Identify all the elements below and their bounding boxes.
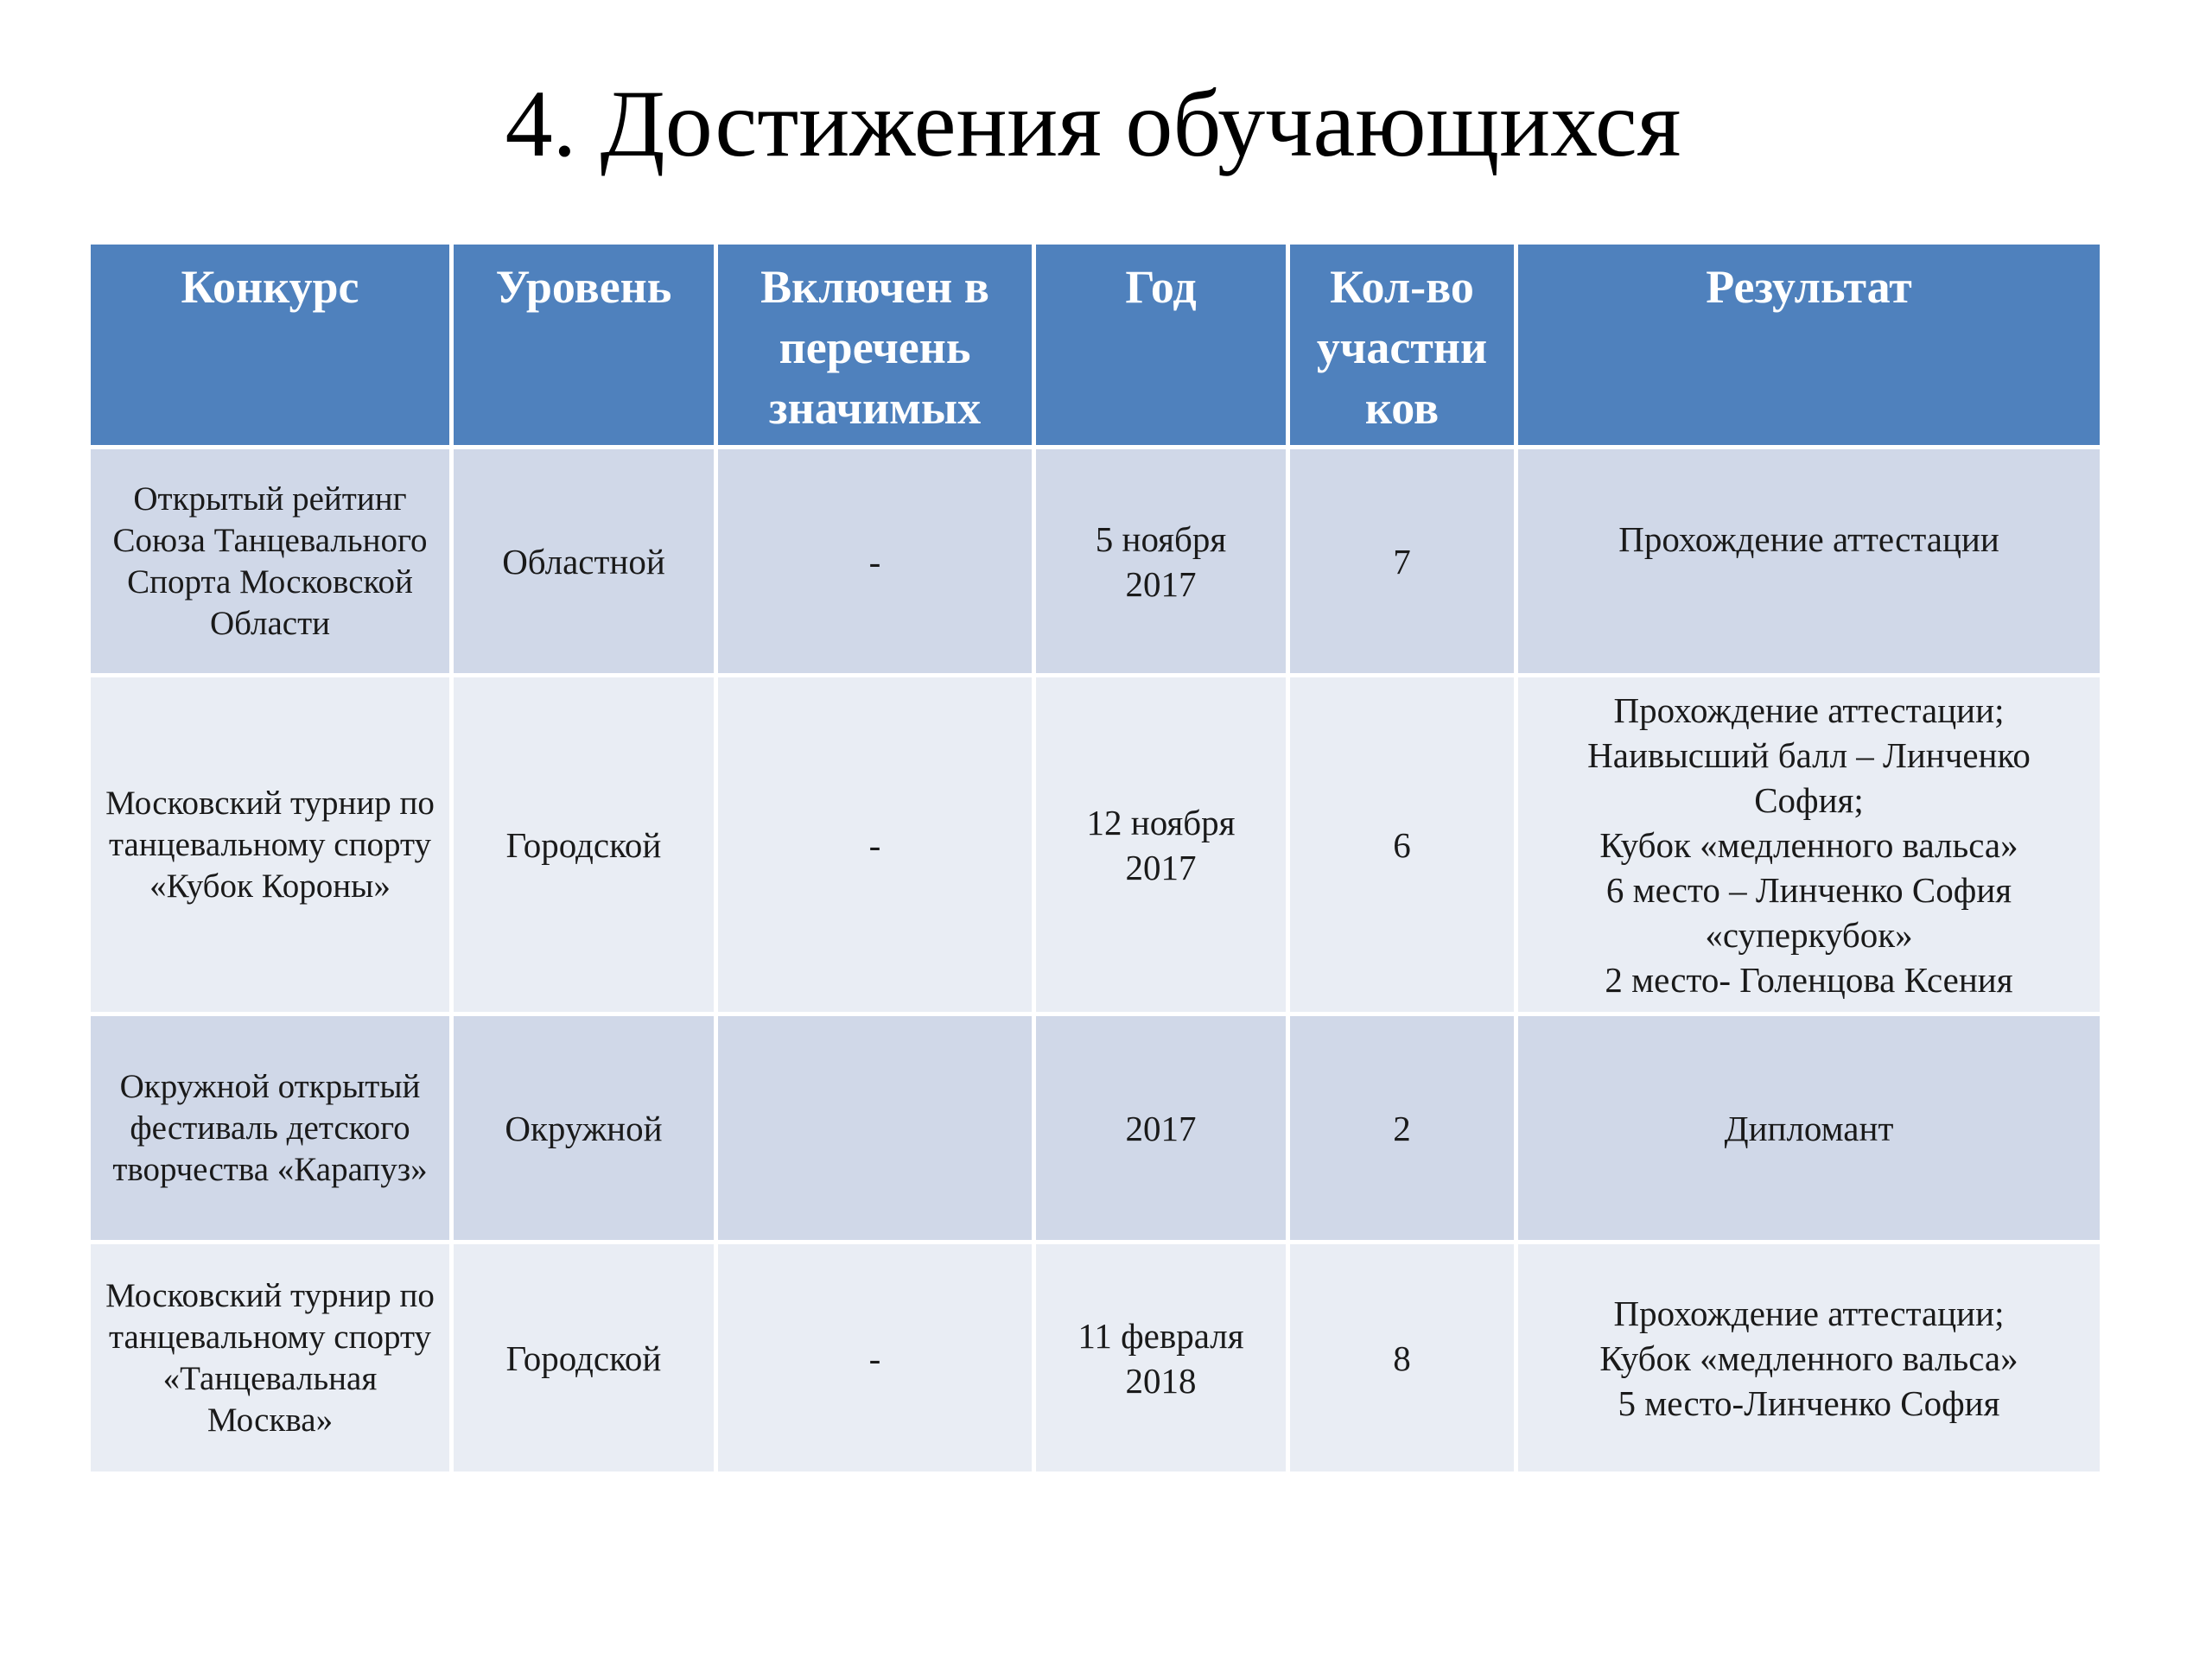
header-level: Уровень	[452, 243, 716, 448]
header-year: Год	[1034, 243, 1288, 448]
header-included: Включен в перечень значимых	[716, 243, 1034, 448]
achievements-table-container	[86, 240, 2100, 1476]
cell-level: Областной	[452, 448, 716, 676]
table-row	[89, 676, 2102, 1014]
cell-participants: 2	[1288, 1014, 1516, 1243]
table-row	[89, 1243, 2102, 1474]
cell-year: 12 ноября 2017	[1034, 676, 1288, 1014]
table-row	[89, 448, 2102, 676]
slide-title: 4. Достижения обучающихся	[505, 71, 1681, 176]
cell-contest: Окружной открытый фестиваль детского творчества «Карапуз»	[89, 1014, 452, 1243]
cell-year: 11 февраля 2018	[1034, 1243, 1288, 1474]
cell-participants: 6	[1288, 676, 1516, 1014]
table-row	[89, 1014, 2102, 1243]
header-result: Результат	[1516, 243, 2102, 448]
cell-participants: 7	[1288, 448, 1516, 676]
cell-contest: Московский турнир по танцевальному спорту «Танцевальная Москва»	[89, 1243, 452, 1474]
cell-participants: 8	[1288, 1243, 1516, 1474]
cell-year: 2017	[1034, 1014, 1288, 1243]
cell-included: -	[716, 1243, 1034, 1474]
cell-contest: Открытый рейтинг Союза Танцевального Спорта Московской Области	[89, 448, 452, 676]
cell-included: -	[716, 676, 1034, 1014]
header-row	[89, 243, 2102, 448]
cell-included: -	[716, 448, 1034, 676]
achievements-table	[86, 240, 2104, 1476]
table-header	[89, 243, 2102, 448]
cell-level: Городской	[452, 676, 716, 1014]
cell-result: Прохождение аттестации; Кубок «медленного вальса» 5 место-Линченко София	[1516, 1243, 2102, 1474]
cell-result: Прохождение аттестации	[1516, 448, 2102, 676]
table-body	[89, 448, 2102, 1474]
cell-result: Дипломант	[1516, 1014, 2102, 1243]
cell-included	[716, 1014, 1034, 1243]
cell-level: Городской	[452, 1243, 716, 1474]
cell-result: Прохождение аттестации; Наивысший балл – Линченко София; Кубок «медленного вальса» 6 место – Линченко София «суперкубок» 2 место- Голенцова Ксения	[1516, 676, 2102, 1014]
cell-contest: Московский турнир по танцевальному спорту «Кубок Короны»	[89, 676, 452, 1014]
header-participants: Кол-во участни ков	[1288, 243, 1516, 448]
cell-level: Окружной	[452, 1014, 716, 1243]
header-contest: Конкурс	[89, 243, 452, 448]
cell-year: 5 ноября 2017	[1034, 448, 1288, 676]
